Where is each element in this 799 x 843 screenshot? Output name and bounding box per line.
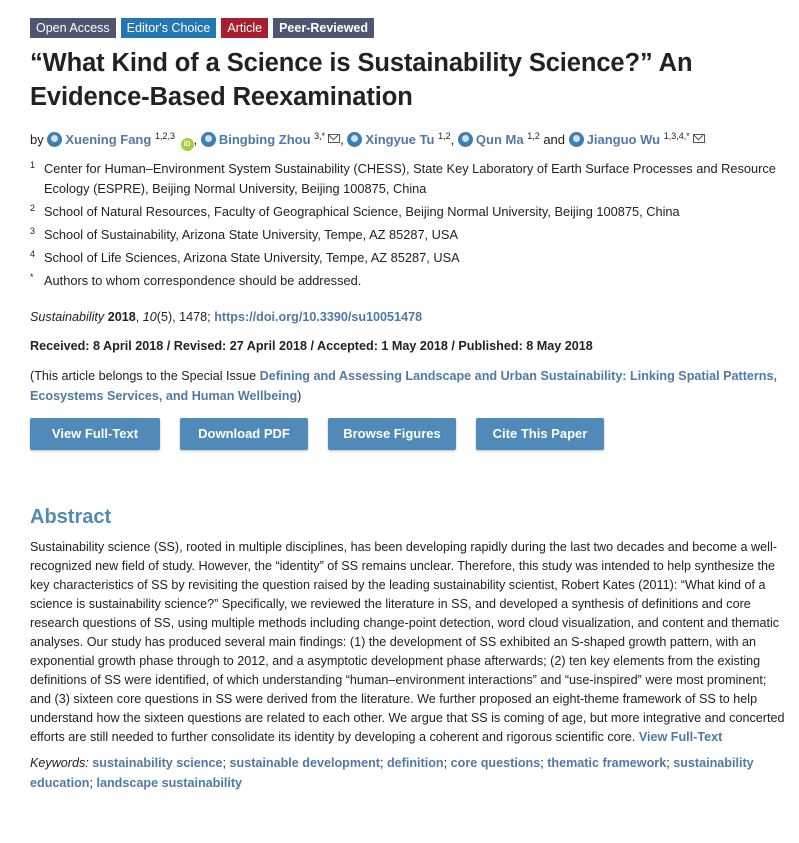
affiliation-text: Authors to whom correspondence should be addressed.	[44, 273, 362, 288]
affiliation-item	[30, 202, 786, 222]
publication-dates: Received: 8 April 2018 / Revised: 27 April 2018 / Accepted: 1 May 2018 / Published: 8 May 2018	[30, 339, 593, 353]
journal-name: Sustainability	[30, 310, 105, 324]
doi-link[interactable]: https://doi.org/10.3390/su10051478	[214, 310, 423, 324]
author-affiliation-sup: 1,3,4,*	[663, 131, 690, 141]
keywords-label: Keywords:	[30, 756, 89, 770]
author-link[interactable]: Jianguo Wu	[586, 132, 661, 147]
abstract-body	[30, 538, 786, 747]
keywords: Keywords: sustainability science; sustainable development; definition; core questions; thematic framework; sustainability education; landscape sustainability	[30, 756, 754, 790]
keyword-link[interactable]: definition	[386, 756, 444, 770]
and-label: and	[543, 132, 566, 147]
special-issue-note	[30, 366, 786, 406]
peer-reviewed-badge[interactable]: Peer-Reviewed	[273, 18, 374, 38]
abstract-heading: Abstract	[30, 506, 112, 528]
author-profile-icon[interactable]	[347, 132, 362, 147]
affiliation-item	[30, 225, 786, 245]
author-profile-icon[interactable]	[201, 132, 216, 147]
affiliation-item	[30, 271, 786, 291]
special-issue-link[interactable]: Defining and Assessing Landscape and Urban Sustainability: Linking Spatial Patterns, Ecosystems Services, and Human Wellbeing	[30, 369, 777, 403]
affiliation-number: 4	[30, 249, 36, 259]
affiliation-number: 3	[30, 226, 36, 236]
abstract-text: Sustainability science (SS), rooted in multiple disciplines, has been developing rapidly during the last two decades and become a well-recognized new field of study. However, the “identity” of SS remains unclear. Therefore, this study was intended to help synthesize the key characteristics of SS by revisiting the question raised by the leading sustainability scientist, Robert Kates (2011): “What kind of a science is sustainability science?” Specifically, we reviewed the literature in SS, and developed a synthesis of definitions and core research questions of SS, using multiple methods including change-point detection, word cloud visualization, and content and thematic analyses. Our study has produced several main findings: (1) the development of SS exhibited an S-shaped growth pattern, with an exponential growth phase through to 2012, and a asymptotic development phase afterwards; (2) ten key elements from the existing definitions of SS were identified, of which understanding “human–environment interactions” and “use-inspired” were most prominent; and (3) sixteen core questions in SS were derived from the literature. We further proposed an eight-theme framework of SS to help understand how the sixteen questions are related to each other. We argue that SS is coming of age, but more integrative and concerted efforts are still needed to further consolidate its identity by developing a coherent and rigorous scientific core.	[30, 540, 785, 744]
article-type-badge[interactable]: Article	[221, 18, 268, 38]
author-link[interactable]: Bingbing Zhou	[218, 132, 311, 147]
editors-choice-badge[interactable]: Editor's Choice	[121, 18, 217, 38]
citation-issue: (5)	[156, 310, 173, 324]
citation-line: Sustainability 2018, 10(5), 1478; https://doi.org/10.3390/su10051478	[30, 310, 423, 324]
author-profile-icon[interactable]	[569, 132, 584, 147]
affiliation-text: School of Sustainability, Arizona State University, Tempe, AZ 85287, USA	[44, 227, 458, 242]
download-pdf-button[interactable]: Download PDF	[180, 418, 308, 450]
keyword-link[interactable]: sustainable development	[229, 756, 380, 770]
cite-paper-button[interactable]: Cite This Paper	[476, 418, 604, 450]
action-buttons	[30, 418, 786, 450]
author-link[interactable]: Xuening Fang	[65, 132, 152, 147]
open-access-badge[interactable]: Open Access	[30, 18, 116, 38]
affiliation-text: Center for Human–Environment System Sustainability (CHESS), State Key Laboratory of Earth Surface Processes and Resource Ecology (ESPRE), Beijing Normal University, Beijing 100875, China	[44, 161, 776, 196]
mail-icon[interactable]	[328, 134, 340, 143]
author-list: by Xuening Fang $^{1,2,3}$ iD , Bingbing Zhou $^{3,*}$ , Xingyue Tu $^{1,2}$, Qun Ma $^{1,2}$ and Jianguo Wu $^{1,3,4,*}$	[30, 126, 786, 151]
by-label: by	[30, 132, 44, 147]
citation-article-number: , 1478;	[172, 310, 215, 324]
badge-row	[30, 18, 786, 38]
affiliation-number: 1	[30, 160, 36, 170]
author-link[interactable]: Qun Ma	[475, 132, 524, 147]
citation-volume: 10	[142, 310, 157, 324]
special-issue-prefix: (This article belongs to the Special Issue	[30, 369, 260, 383]
keyword-link[interactable]: core questions	[450, 756, 541, 770]
author-affiliation-sup: 3,*	[314, 131, 326, 141]
article-header	[30, 18, 786, 793]
keyword-link[interactable]: sustainability science	[92, 756, 223, 770]
author-affiliation-sup: 1,2	[438, 131, 451, 141]
keyword-link[interactable]: thematic framework	[547, 756, 667, 770]
affiliation-text: School of Life Sciences, Arizona State University, Tempe, AZ 85287, USA	[44, 250, 460, 265]
browse-figures-button[interactable]: Browse Figures	[328, 418, 456, 450]
abstract-view-full-text-link[interactable]: View Full-Text	[638, 730, 723, 744]
mail-icon[interactable]	[693, 134, 705, 143]
affiliation-list	[30, 159, 786, 291]
special-issue-suffix: )	[297, 389, 302, 403]
affiliation-number: *	[30, 272, 34, 282]
citation-year: 2018	[107, 310, 136, 324]
orcid-icon[interactable]: iD	[181, 138, 194, 151]
affiliation-item	[30, 159, 786, 199]
affiliation-item	[30, 248, 786, 268]
author-affiliation-sup: 1,2,3	[154, 131, 175, 141]
affiliation-number: 2	[30, 203, 36, 213]
keyword-link[interactable]: landscape sustainability	[96, 776, 243, 790]
author-link[interactable]: Xingyue Tu	[365, 132, 435, 147]
author-profile-icon[interactable]	[458, 132, 473, 147]
article-title: “What Kind of a Science is Sustainability Science?” An Evidence-Based Reexamination	[30, 49, 693, 111]
keyword-link[interactable]: sustainability education	[30, 756, 754, 790]
view-full-text-button[interactable]: View Full-Text	[30, 418, 160, 450]
author-profile-icon[interactable]	[47, 132, 62, 147]
affiliation-text: School of Natural Resources, Faculty of Geographical Science, Beijing Normal University, Beijing 100875, China	[44, 204, 680, 219]
author-affiliation-sup: 1,2	[527, 131, 540, 141]
